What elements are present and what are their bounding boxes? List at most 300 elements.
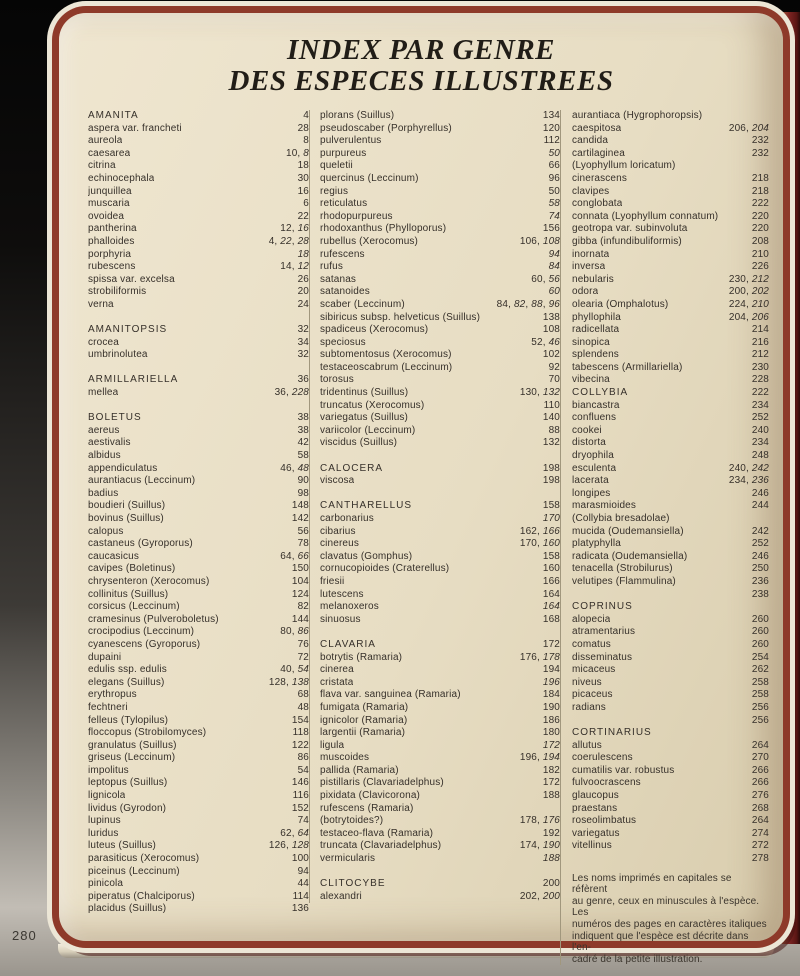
index-row <box>572 538 769 551</box>
page-numbers: 154 <box>291 714 309 726</box>
index-row <box>572 211 769 224</box>
index-row <box>572 425 769 438</box>
page-numbers: 4 <box>303 110 309 121</box>
index-row <box>320 513 560 526</box>
species-name: pulverulentus <box>320 135 382 147</box>
genus-header-row <box>320 463 560 476</box>
index-columns <box>88 110 771 965</box>
species-name: lutescens <box>320 588 364 600</box>
page-numbers: 46, 48 <box>280 462 309 474</box>
index-row <box>88 891 309 904</box>
species-name: picaceus <box>572 689 613 701</box>
page-numbers: 224, 210 <box>728 298 769 310</box>
page-numbers: 158 <box>542 500 560 512</box>
species-name: umbrinolutea <box>88 349 148 361</box>
index-row <box>572 148 769 161</box>
page-numbers: 16 <box>297 185 309 197</box>
page-numbers: 176, 178 <box>519 651 560 663</box>
page-numbers: 230 <box>751 361 769 373</box>
page-numbers: 246 <box>751 550 769 562</box>
index-row <box>88 425 309 438</box>
index-row <box>572 765 769 778</box>
page-numbers: 20 <box>297 286 309 298</box>
index-row <box>572 664 769 677</box>
page-numbers: 120 <box>542 122 560 134</box>
index-row <box>320 551 560 564</box>
index-row <box>88 689 309 702</box>
species-name: alopecia <box>572 613 611 625</box>
page-numbers: 170, 160 <box>519 538 560 550</box>
species-name: conglobata <box>572 198 623 210</box>
index-row <box>572 374 769 387</box>
species-name: muscaria <box>88 198 130 210</box>
species-name: cookei <box>572 424 602 436</box>
index-page <box>59 13 783 965</box>
species-name: crocipodius (Leccinum) <box>88 626 195 638</box>
species-name: cramesinus (Pulveroboletus) <box>88 613 219 625</box>
page-numbers: 196, 194 <box>519 752 560 764</box>
species-name: sinuosus <box>320 613 361 625</box>
section-gap <box>88 312 309 325</box>
page-numbers: 192 <box>542 827 560 839</box>
page-numbers: 24 <box>297 298 309 310</box>
page-numbers: 60, 56 <box>531 273 560 285</box>
page-numbers: 34 <box>297 336 309 348</box>
species-name: castaneus (Gyroporus) <box>88 538 193 550</box>
page-numbers: 84 <box>548 261 560 273</box>
species-name: dryophila <box>572 450 614 462</box>
species-name: comatus <box>572 638 611 650</box>
species-name: gibba (infundibuliformis) <box>572 235 682 247</box>
species-name: (Collybia bresadolae) <box>572 513 670 524</box>
species-name: mucida (Oudemansiella) <box>572 525 684 537</box>
section-gap <box>320 866 560 879</box>
species-name: tenacella (Strobilurus) <box>572 563 673 575</box>
species-name: felleus (Tylopilus) <box>88 714 169 726</box>
page-numbers: 50 <box>548 147 560 159</box>
species-name: fumigata (Ramaria) <box>320 701 409 713</box>
index-row <box>88 740 309 753</box>
page-numbers: 90 <box>297 475 309 487</box>
index-row <box>572 777 769 790</box>
species-name: corsicus (Leccinum) <box>88 601 180 613</box>
page-numbers: 68 <box>297 689 309 701</box>
page-numbers: 30 <box>297 172 309 184</box>
page-numbers: 272 <box>751 840 769 852</box>
index-row <box>88 261 309 274</box>
index-row <box>88 538 309 551</box>
species-name: ligula <box>320 739 345 751</box>
page-numbers: 88 <box>548 424 560 436</box>
page-numbers: 266 <box>751 777 769 789</box>
index-row <box>320 236 560 249</box>
index-row <box>88 853 309 866</box>
page-numbers: 220 <box>751 223 769 235</box>
index-row <box>320 664 560 677</box>
index-column-1 <box>88 110 309 916</box>
index-row <box>88 752 309 765</box>
index-row <box>88 652 309 665</box>
index-row <box>320 400 560 413</box>
page-numbers: 276 <box>751 790 769 802</box>
page-numbers: 156 <box>542 223 560 235</box>
index-row <box>88 274 309 287</box>
page-numbers: 8 <box>303 135 309 147</box>
species-name: alexandri <box>320 890 362 902</box>
genus-name: CANTHARELLUS <box>320 500 413 512</box>
species-name: plorans (Suillus) <box>320 110 395 121</box>
page-numbers: 258 <box>751 689 769 701</box>
species-name: connata (Lyophyllum connatum) <box>572 210 719 222</box>
index-row <box>88 677 309 690</box>
page-numbers: 66 <box>548 160 560 172</box>
index-row <box>572 261 769 274</box>
index-row <box>88 437 309 450</box>
index-row <box>88 513 309 526</box>
page-numbers: 64, 66 <box>280 550 309 562</box>
index-row <box>320 211 560 224</box>
species-name: piperatus (Chalciporus) <box>88 890 195 902</box>
species-name: speciosus <box>320 336 366 348</box>
footnote-line: au genre, ceux en minuscules à l'espèce. Les <box>572 895 760 919</box>
index-row <box>320 110 560 123</box>
genus-header-row <box>572 387 769 400</box>
page-numbers: 132 <box>542 437 560 449</box>
species-name: citrina <box>88 160 116 172</box>
page-numbers: 22 <box>297 210 309 222</box>
species-name: pantherina <box>88 223 137 235</box>
species-name: cinereus <box>320 538 359 550</box>
page-numbers: 26 <box>297 273 309 285</box>
genus-header-row <box>88 110 309 123</box>
page-numbers: 60 <box>548 286 560 298</box>
page-numbers: 4, 22, 28 <box>268 235 309 247</box>
page-numbers: 94 <box>548 248 560 260</box>
species-name: appendiculatus <box>88 462 158 474</box>
section-gap <box>320 450 560 463</box>
index-row <box>320 715 560 728</box>
page-numbers: 108 <box>542 324 560 336</box>
page-numbers: 50 <box>548 185 560 197</box>
page-numbers: 210 <box>751 248 769 260</box>
index-column-3 <box>560 110 771 965</box>
index-row <box>88 840 309 853</box>
species-name: sibiricus subsp. helveticus (Suillus) <box>320 311 481 323</box>
species-name: platyphylla <box>572 538 621 550</box>
index-row <box>572 362 769 375</box>
page-numbers: 74 <box>297 815 309 827</box>
page-numbers: 234, 236 <box>728 475 769 487</box>
footnote-line: numéros des pages en caractères italiques <box>572 919 767 930</box>
index-row <box>88 551 309 564</box>
genus-name: CALOCERA <box>320 462 384 474</box>
species-name: pistillaris (Clavariadelphus) <box>320 777 444 789</box>
species-name: floccopus (Strobilomyces) <box>88 727 207 739</box>
index-row <box>572 689 769 702</box>
page-numbers: 122 <box>291 739 309 751</box>
page-numbers: 42 <box>297 437 309 449</box>
species-name: variicolor (Leccinum) <box>320 424 416 436</box>
index-row <box>88 563 309 576</box>
index-row <box>320 589 560 602</box>
page-numbers: 138 <box>542 311 560 323</box>
species-name: piceinus (Leccinum) <box>88 865 180 877</box>
page-numbers: 74 <box>548 210 560 222</box>
page-numbers: 184 <box>542 689 560 701</box>
page-numbers: 160 <box>542 563 560 575</box>
page-numbers: 18 <box>297 160 309 172</box>
genus-header-row <box>572 601 769 614</box>
species-name: micaceus <box>572 664 616 676</box>
page-numbers: 212 <box>751 349 769 361</box>
page-numbers: 264 <box>751 815 769 827</box>
species-name: caespitosa <box>572 122 622 134</box>
index-row <box>88 198 309 211</box>
genus-header-row <box>88 324 309 337</box>
page-numbers: 236 <box>751 575 769 587</box>
page-numbers: 228 <box>751 374 769 386</box>
species-name: caesarea <box>88 147 131 159</box>
page-numbers: 200, 202 <box>728 286 769 298</box>
species-name: truncatus (Xerocomus) <box>320 399 425 411</box>
index-row <box>572 299 769 312</box>
page-numbers: 202, 200 <box>519 890 560 902</box>
page-numbers: 58 <box>297 450 309 462</box>
page-numbers: 234 <box>751 399 769 411</box>
index-row <box>320 727 560 740</box>
index-row <box>88 387 309 400</box>
index-row <box>320 148 560 161</box>
index-row <box>88 614 309 627</box>
page-numbers: 150 <box>291 563 309 575</box>
page-numbers: 208 <box>751 235 769 247</box>
species-name: inversa <box>572 261 606 273</box>
book-page-frame <box>52 6 790 965</box>
index-row <box>572 223 769 236</box>
index-row <box>320 324 560 337</box>
index-row <box>572 400 769 413</box>
index-row <box>572 198 769 211</box>
genus-header-row <box>88 374 309 387</box>
index-row <box>572 589 769 602</box>
section-gap <box>320 488 560 501</box>
species-name: satanoides <box>320 286 370 298</box>
page-numbers: 48 <box>297 701 309 713</box>
species-name: spissa var. excelsa <box>88 273 175 285</box>
species-name: coerulescens <box>572 752 633 764</box>
species-name: glaucopus <box>572 790 619 802</box>
species-name: disseminatus <box>572 651 633 663</box>
page-numbers: 94 <box>297 865 309 877</box>
index-row <box>88 186 309 199</box>
page-numbers: 216 <box>751 336 769 348</box>
species-name: verna <box>88 298 114 310</box>
index-row <box>320 601 560 614</box>
page-numbers: 218 <box>751 172 769 184</box>
page-numbers: 6 <box>303 198 309 210</box>
species-name: melanoxeros <box>320 601 379 613</box>
page-numbers: 182 <box>542 764 560 776</box>
index-row <box>572 828 769 841</box>
species-name: variegatus (Suillus) <box>320 412 409 424</box>
index-row <box>88 223 309 236</box>
index-row <box>88 173 309 186</box>
species-name: satanas <box>320 273 357 285</box>
page-numbers: 70 <box>548 374 560 386</box>
species-name: flava var. sanguinea (Ramaria) <box>320 689 461 701</box>
species-name: cibarius <box>320 525 356 537</box>
page-numbers: 56 <box>297 525 309 537</box>
page-numbers: 104 <box>291 575 309 587</box>
species-name: porphyria <box>88 248 132 260</box>
index-row <box>572 160 769 173</box>
species-name: radicata (Oudemansiella) <box>572 550 688 562</box>
page-title <box>59 35 783 97</box>
index-row <box>572 437 769 450</box>
page-numbers: 38 <box>297 424 309 436</box>
page-numbers: 102 <box>542 349 560 361</box>
species-name: calopus <box>88 525 124 537</box>
page-numbers: 264 <box>751 739 769 751</box>
index-row <box>88 475 309 488</box>
index-row <box>572 526 769 539</box>
index-row <box>320 374 560 387</box>
species-name: phalloides <box>88 235 135 247</box>
index-row <box>320 349 560 362</box>
species-name: luridus <box>88 827 119 839</box>
genus-header-row <box>320 639 560 652</box>
index-row <box>320 437 560 450</box>
page-numbers: 256 <box>751 714 769 726</box>
species-name: edulis ssp. edulis <box>88 664 167 676</box>
species-name: leptopus (Suillus) <box>88 777 168 789</box>
page-numbers: 10, 8 <box>285 147 309 159</box>
species-name: albidus <box>88 450 121 462</box>
index-row <box>88 500 309 513</box>
index-row <box>88 866 309 879</box>
page-numbers: 54 <box>297 764 309 776</box>
page-numbers: 244 <box>751 500 769 512</box>
index-row <box>88 765 309 778</box>
page-numbers: 220 <box>751 210 769 222</box>
species-name: cinerascens <box>572 172 628 184</box>
index-row <box>320 777 560 790</box>
index-row <box>320 261 560 274</box>
index-row <box>320 274 560 287</box>
page-numbers: 270 <box>751 752 769 764</box>
index-row <box>88 299 309 312</box>
page-numbers: 80, 86 <box>280 626 309 638</box>
index-row <box>320 840 560 853</box>
species-name: boudieri (Suillus) <box>88 500 166 512</box>
index-row <box>320 173 560 186</box>
index-row <box>88 337 309 350</box>
page-numbers: 82 <box>297 601 309 613</box>
index-row <box>320 614 560 627</box>
page-numbers: 278 <box>751 853 769 865</box>
species-name: testaceoscabrum (Leccinum) <box>320 361 453 373</box>
page-numbers: 198 <box>542 462 560 474</box>
page-numbers: 186 <box>542 714 560 726</box>
index-row <box>88 249 309 262</box>
species-name: parasiticus (Xerocomus) <box>88 853 200 865</box>
index-row <box>572 324 769 337</box>
species-name: vitellinus <box>572 840 612 852</box>
page-numbers: 172 <box>542 777 560 789</box>
index-row <box>320 186 560 199</box>
species-name: lividus (Gyrodon) <box>88 802 167 814</box>
page-numbers: 158 <box>542 550 560 562</box>
page-numbers: 240, 242 <box>728 462 769 474</box>
page-numbers: 114 <box>292 890 309 902</box>
page-numbers: 38 <box>297 412 309 424</box>
index-row <box>88 576 309 589</box>
species-name: geotropa var. subinvoluta <box>572 223 688 235</box>
page-numbers: 40, 54 <box>280 664 309 676</box>
index-row <box>320 198 560 211</box>
page-numbers: 164 <box>542 601 560 613</box>
species-name: lacerata <box>572 475 609 487</box>
index-row <box>572 740 769 753</box>
genus-name: AMANITA <box>88 110 139 121</box>
species-name: aurantiacus (Leccinum) <box>88 475 196 487</box>
page-numbers: 118 <box>292 727 309 739</box>
genus-name: CLITOCYBE <box>320 878 386 890</box>
page-numbers: 214 <box>751 324 769 336</box>
page-numbers: 130, 132 <box>519 387 560 399</box>
species-name: scaber (Leccinum) <box>320 298 405 310</box>
index-row <box>88 777 309 790</box>
species-name: praestans <box>572 802 618 814</box>
page-numbers: 128, 138 <box>268 676 309 688</box>
index-row <box>572 803 769 816</box>
page-numbers: 218 <box>751 185 769 197</box>
species-name: variegatus <box>572 827 620 839</box>
page-numbers: 110 <box>543 399 560 411</box>
section-gap <box>88 362 309 375</box>
index-row <box>320 689 560 702</box>
species-name: spadiceus (Xerocomus) <box>320 324 429 336</box>
species-name: elegans (Suillus) <box>88 676 165 688</box>
page-numbers: 164 <box>542 588 560 600</box>
species-name: viscosa <box>320 475 355 487</box>
species-name: longipes <box>572 487 611 499</box>
index-row <box>320 576 560 589</box>
genus-header-row <box>320 878 560 891</box>
page-numbers: 232 <box>751 135 769 147</box>
species-name: caucasicus <box>88 550 139 562</box>
species-name: phyllophila <box>572 311 621 323</box>
index-row <box>572 249 769 262</box>
index-row <box>88 664 309 677</box>
species-name: regius <box>320 185 349 197</box>
page-numbers: 238 <box>751 588 769 600</box>
page-title-line1: INDEX PAR GENRE <box>286 34 556 66</box>
index-row <box>320 563 560 576</box>
page-numbers: 204, 206 <box>728 311 769 323</box>
species-name: clavipes <box>572 185 610 197</box>
species-name: aestivalis <box>88 437 131 449</box>
genus-name: CORTINARIUS <box>572 727 652 739</box>
species-name: sinopica <box>572 336 610 348</box>
index-row <box>320 249 560 262</box>
index-row <box>88 828 309 841</box>
page-numbers: 268 <box>751 802 769 814</box>
index-row <box>572 274 769 287</box>
page-numbers: 260 <box>751 626 769 638</box>
index-row <box>320 828 560 841</box>
page-numbers: 62, 64 <box>280 827 309 839</box>
